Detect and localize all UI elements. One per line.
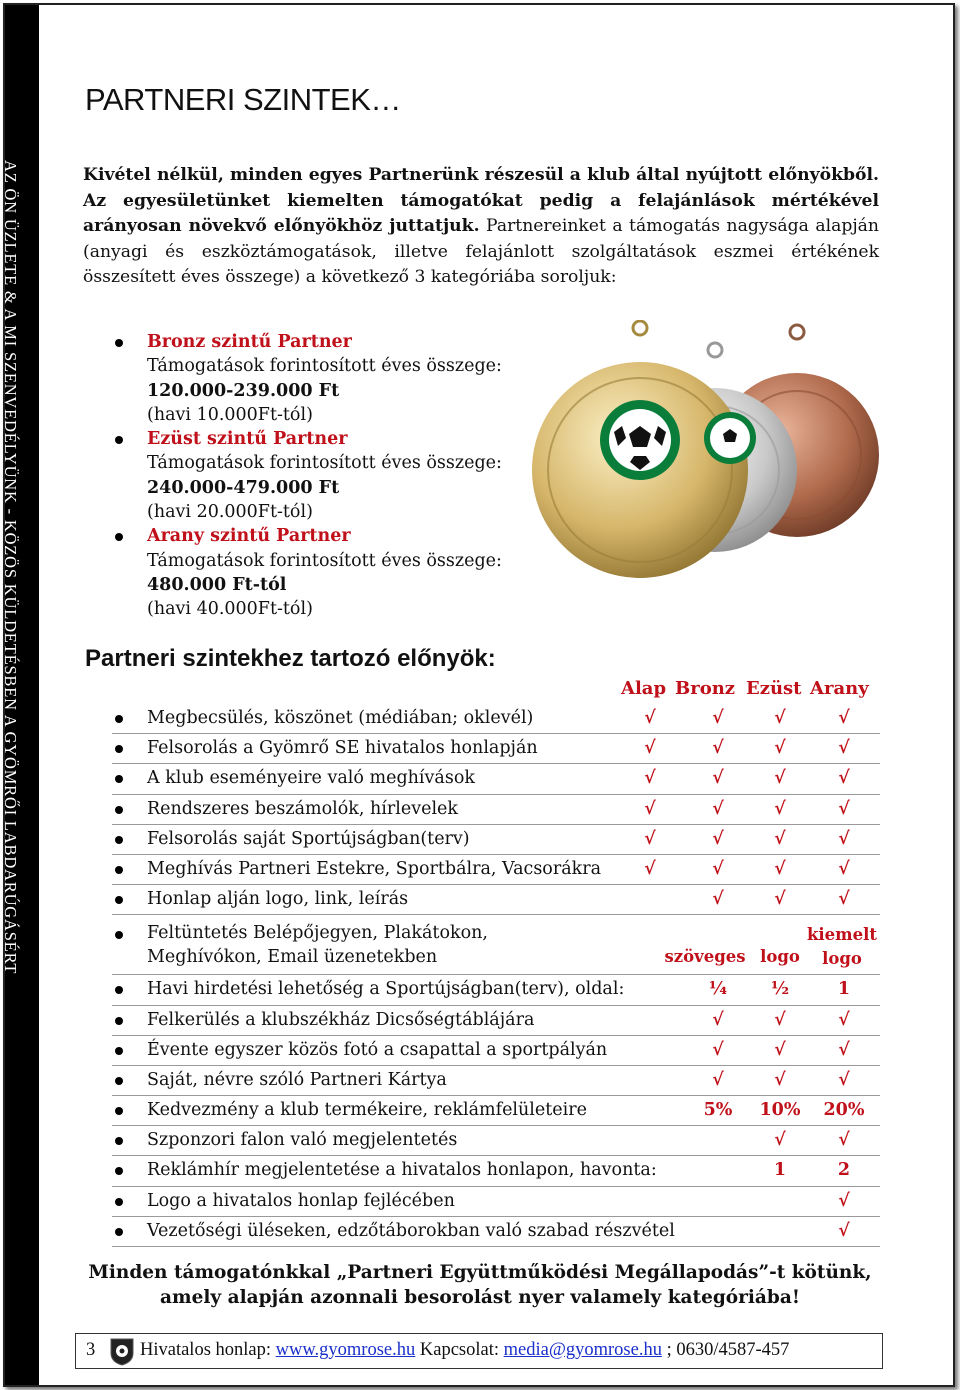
benefit-cell-ezust: √ [774,768,786,789]
benefit-cell-bronz: √ [712,768,724,789]
level-item-silver [112,427,532,524]
benefit-label-line: Vezetőségi üléseken, edzőtáborokban való szabad részvétel [147,1220,675,1241]
benefit-row [112,1156,880,1186]
benefit-row [112,795,880,825]
benefit-cell-arany: kiemelt logo [806,925,878,969]
page-title: PARTNERI SZINTEK… [85,82,401,117]
website-link[interactable]: www.gyomrose.hu [275,1340,416,1360]
benefit-label [147,1130,457,1150]
level-range: 120.000-239.000 Ft [147,380,340,401]
benefit-label [147,1040,607,1060]
benefit-cell-alap: √ [644,738,656,759]
level-monthly: (havi 20.000Ft-tól) [147,502,313,523]
partner-levels-list [112,330,532,622]
level-monthly: (havi 40.000Ft-tól) [147,599,313,620]
benefit-label [147,979,624,999]
benefit-cell-bronz: √ [712,798,724,819]
level-monthly: (havi 10.000Ft-tól) [147,404,313,425]
benefit-cell-alap: √ [644,798,656,819]
contact-label: Kapcsolat: [419,1340,499,1360]
col-header-alap: Alap [621,678,667,699]
benefit-cell-arany: √ [838,708,850,728]
page-number: 3 [86,1340,96,1360]
benefit-cell-ezust: √ [774,798,786,819]
benefit-label-line: Felkerülés a klubszékház Dicsőségtáblájára [147,1009,535,1030]
benefit-row [112,1187,880,1217]
benefit-label-line: Megbecsülés, köszönet (médiában; oklevél) [147,708,534,728]
benefit-cell-arany: √ [838,768,850,789]
benefit-cell-bronz: √ [712,858,724,879]
benefit-label-line: A klub eseményeire való meghívások [147,768,475,789]
benefit-label-line: Meghívás Partneri Estekre, Sportbálra, Vacsorákra [147,858,602,879]
level-name: Bronz szintű Partner [147,332,352,352]
benefit-label-line: Reklámhír megjelentetése a hivatalos honlapon, havonta: [147,1160,657,1181]
benefit-label-line: Havi hirdetési lehetőség a Sportújságban(terv), oldal: [147,979,625,1000]
intro-paragraph [83,163,879,291]
benefit-cell-arany: √ [838,828,850,849]
benefit-cell-arany: √ [838,1009,850,1030]
benefit-label [147,859,601,879]
benefit-cell-ezust: logo [760,947,800,967]
level-desc: Támogatások forintosított éves összege: [147,356,502,377]
benefit-label-line: Felsorolás a Gyömrő SE hivatalos honlapján [147,738,538,759]
benefit-cell-ezust: √ [774,1130,786,1151]
benefit-label-line: Logo a hivatalos honlap fejlécében [147,1190,455,1211]
benefit-label [147,799,458,819]
level-item-bronze [112,330,532,427]
benefit-cell-ezust: √ [774,1009,786,1030]
benefit-cell-arany: √ [838,1190,850,1211]
level-desc: Támogatások forintosított éves összege: [147,453,502,474]
benefit-cell-bronz: √ [712,708,724,728]
benefit-row [112,885,880,915]
col-header-bronz: Bronz [675,678,736,699]
benefit-label [147,708,533,728]
sidebar-banner [1,5,39,1385]
sidebar-text: AZ ÖN ÜZLETE & A MI SZENVEDÉLYÜNK - KÖZÖS KÜLDETÉSBEN A GYÖMRŐI LABDARÚGÁSÉRT [1,160,20,975]
phone-text: ; 0630/4587-457 [666,1340,790,1360]
col-header-arany: Arany [810,678,869,699]
footer-text [140,1340,789,1361]
benefit-cell-bronz: szöveges [664,947,746,967]
benefit-cell-arany: 20% [823,1100,865,1121]
footer-label: Hivatalos honlap: [140,1340,272,1360]
closing-statement: Minden támogatónkkal „Partneri Együttműködési Megállapodás”-t kötünk, amely alapján azonnali besorolást nyer valamely kategóriába! [88,1262,872,1308]
level-range: 480.000 Ft-tól [147,574,287,595]
benefit-cell-ezust: 10% [759,1100,801,1121]
benefit-cell-bronz: √ [712,1009,724,1030]
benefit-row [112,1066,880,1096]
benefit-label-line: Feltüntetés Belépőjegyen, Plakátokon, [147,923,488,944]
benefit-cell-arany: 2 [837,1160,851,1181]
level-item-gold [112,524,532,621]
intro-bold: Kivétel nélkül, minden egyes Partnerünk részesül a klub által nyújtott előnyökből. Az egyesületünket kiemelten támogatókat pedig a felajánlások mértékével arányosan növekvő előnyökhöz juttatjuk. [83,165,879,236]
benefit-cell-alap: √ [644,768,656,789]
benefit-row [112,1217,880,1247]
benefit-cell-ezust: √ [774,858,786,879]
benefit-label [147,1070,447,1090]
benefit-cell-ezust: √ [774,889,786,910]
benefit-cell-arany: √ [838,798,850,819]
benefit-row [112,1006,880,1036]
benefit-row [112,1126,880,1156]
benefit-label-line: Felsorolás saját Sportújságban(terv) [147,828,470,849]
benefit-label-line: Meghívókon, Email üzenetekben [147,947,438,968]
benefit-label [147,738,538,758]
benefit-label [147,1100,587,1120]
benefit-cell-arany: √ [838,1039,850,1060]
level-desc: Támogatások forintosított éves összege: [147,550,502,571]
level-name: Ezüst szintű Partner [147,429,348,450]
benefit-cell-ezust: 1 [773,1160,787,1181]
intro-normal: Partnereinket a támogatás nagysága alapján (anyagi és eszköztámogatások, illetve felajánlott szolgáltatások eszmei értékének összesített éves összege) a következő 3 kategóriába soroljuk: [83,216,879,287]
benefit-cell-arany: √ [838,1130,850,1151]
benefit-row [112,1096,880,1126]
benefits-table [112,704,880,1247]
benefit-cell-arany: √ [838,1220,850,1241]
benefit-cell-bronz: 5% [703,1100,733,1121]
benefit-cell-ezust: √ [774,738,786,759]
benefit-row [112,915,880,975]
level-name: Arany szintű Partner [147,526,351,547]
benefit-cell-alap: √ [644,858,656,879]
benefit-row [112,704,880,734]
benefit-cell-bronz: √ [712,1069,724,1090]
benefit-label [147,1191,455,1211]
benefit-row [112,975,880,1005]
level-range: 240.000-479.000 Ft [147,477,340,498]
benefit-row [112,1036,880,1066]
silver-ball-icon [704,412,756,464]
benefit-label [147,1160,657,1180]
club-logo-icon [109,1337,135,1366]
benefit-cell-alap: √ [644,828,656,849]
benefit-label [147,829,470,849]
benefit-label [147,768,475,788]
benefit-label-line: Évente egyszer közös fotó a csapattal a sportpályán [147,1039,608,1060]
medals-image [530,320,880,640]
email-link[interactable]: media@gyomrose.hu [503,1340,662,1360]
benefit-cell-arany: 1 [837,979,851,1000]
benefit-cell-ezust: √ [774,1069,786,1090]
benefit-cell-alap: √ [644,708,656,728]
benefit-cell-ezust: √ [774,828,786,849]
benefit-cell-bronz: ¼ [708,979,728,1000]
benefit-cell-ezust: √ [774,708,786,728]
benefit-cell-arany: √ [838,1069,850,1090]
benefits-title: Partneri szintekhez tartozó előnyök: [85,645,496,672]
benefit-label-line: Kedvezmény a klub termékeire, reklámfelületeire [147,1100,587,1121]
benefit-label [147,1221,675,1241]
benefit-label-line: Szponzori falon való megjelentetés [147,1130,458,1151]
benefit-label-line: Rendszeres beszámolók, hírlevelek [147,798,459,819]
benefit-cell-bronz: √ [712,889,724,910]
benefit-row [112,855,880,885]
benefit-cell-bronz: √ [712,1039,724,1060]
benefit-cell-arany: √ [838,738,850,759]
benefit-cell-ezust: √ [774,1039,786,1060]
benefit-cell-ezust: ½ [770,979,790,1000]
benefit-label [147,921,488,969]
benefit-label-line: Saját, névre szóló Partneri Kártya [147,1069,447,1090]
benefit-label [147,1010,534,1030]
benefit-cell-arany: √ [838,858,850,879]
benefit-cell-bronz: √ [712,828,724,849]
benefit-label-line: Honlap alján logo, link, leírás [147,889,409,910]
benefit-row [112,764,880,794]
benefit-row [112,825,880,855]
benefit-cell-bronz: √ [712,738,724,759]
col-header-ezust: Ezüst [746,678,802,699]
benefit-row [112,734,880,764]
benefit-cell-arany: √ [838,889,850,910]
footer [75,1333,883,1369]
benefit-label [147,889,408,909]
